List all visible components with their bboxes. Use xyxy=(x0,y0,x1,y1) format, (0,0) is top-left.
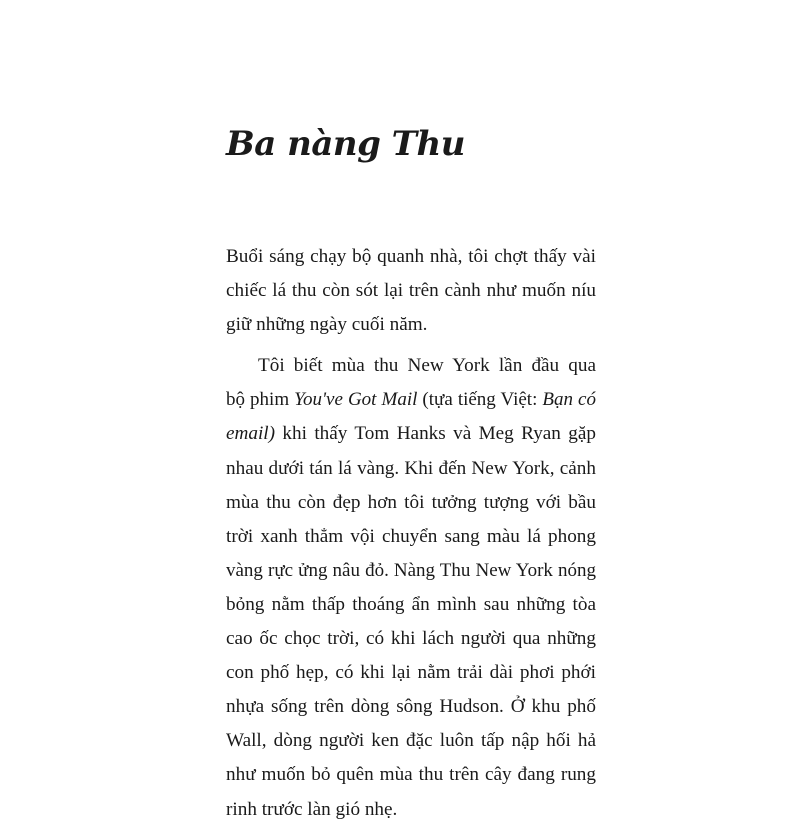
vietnamese-title: Bạn có xyxy=(542,389,596,411)
text-line: Wall, dòng người ken đặc luôn tấp nập hối hả xyxy=(226,730,596,752)
text-line: vàng rực ửng nâu đỏ. Nàng Thu New York nóng xyxy=(226,559,596,581)
text-line: Buổi sáng chạy bộ quanh nhà, tôi chợt thấy vài xyxy=(226,246,596,267)
text-line: trời xanh thẳm vội chuyển sang màu lá phong xyxy=(226,525,596,547)
text-line: bỏng nằm thấp thoáng ẩn mình sau những tòa xyxy=(226,593,596,615)
text-line: chiếc lá thu còn sót lại trên cành như muốn níu xyxy=(226,280,596,302)
chapter-body xyxy=(226,240,596,827)
movie-title: You've Got Mail xyxy=(294,389,418,411)
paragraph-2 xyxy=(226,349,596,826)
paragraph-1 xyxy=(226,240,596,342)
text-line xyxy=(226,417,596,451)
text-line: Tôi biết mùa thu New York lần đầu qua xyxy=(258,355,596,377)
paragraph-spacer xyxy=(226,342,596,349)
text-line: nhựa sống trên dòng sông Hudson. Ở khu phố xyxy=(226,696,596,718)
text-line: như muốn bỏ quên mùa thu trên cây đang rung xyxy=(226,764,596,786)
vietnamese-title: email) xyxy=(226,423,276,445)
chapter-title: Ba nàng Thu xyxy=(226,124,465,164)
text-line: rinh trước làn gió nhẹ. xyxy=(226,798,398,820)
text-span: khi thấy Tom Hanks và Meg Ryan gặp xyxy=(275,423,596,445)
text-line: cao ốc chọc trời, có khi lách người qua những xyxy=(226,628,596,650)
text-span: bộ phim xyxy=(226,389,295,411)
text-line: con phố hẹp, có khi lại nằm trải dài phơi phới xyxy=(226,662,596,684)
text-line: nhau dưới tán lá vàng. Khi đến New York, cảnh xyxy=(226,457,596,479)
text-line xyxy=(226,383,596,417)
text-line: mùa thu còn đẹp hơn tôi tưởng tượng với bầu xyxy=(226,491,596,513)
text-line: giữ những ngày cuối năm. xyxy=(226,314,428,336)
text-span: (tựa tiếng Việt: xyxy=(417,389,543,411)
